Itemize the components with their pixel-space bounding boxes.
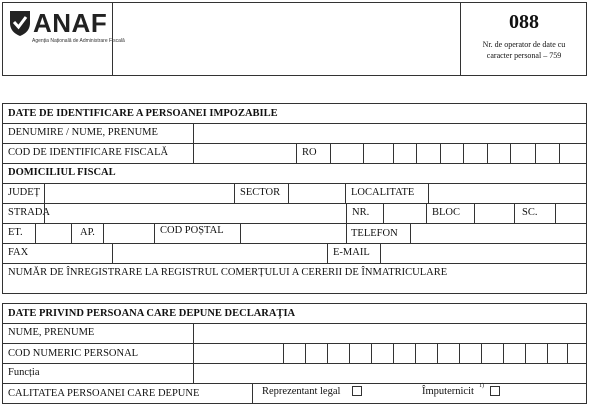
cod-postal-label: COD POȘTAL	[160, 225, 224, 236]
section-identification-title: DATE DE IDENTIFICARE A PERSOANEI IMPOZABILE	[8, 108, 278, 119]
imputernicit-footnote: 1)	[479, 383, 484, 389]
sector-field[interactable]	[289, 184, 344, 203]
sector-label: SECTOR	[240, 187, 281, 198]
agency-name: Agenția Națională de Administrare Fiscală	[32, 38, 125, 44]
cnp-label: COD NUMERIC PERSONAL	[8, 348, 139, 359]
judet-field[interactable]	[45, 184, 233, 203]
imputernicit-checkbox[interactable]	[490, 386, 500, 396]
functia-label: Funcția	[8, 367, 40, 378]
strada-field[interactable]	[45, 204, 345, 223]
registru-field[interactable]	[3, 280, 586, 293]
reprezentant-legal-checkbox[interactable]	[352, 386, 362, 396]
cif-digit-cells[interactable]	[330, 143, 587, 163]
bloc-label: BLOC	[432, 207, 461, 218]
telefon-field[interactable]	[411, 224, 586, 243]
ro-label: RO	[302, 147, 317, 158]
operator-line-1: Nr. de operator de date cu	[482, 40, 566, 49]
denumire-label: DENUMIRE / NUME, PRENUME	[8, 127, 158, 138]
denumire-field[interactable]	[194, 124, 586, 143]
sc-field[interactable]	[556, 204, 586, 223]
form-number: 088	[509, 11, 539, 33]
cod-postal-field[interactable]	[241, 224, 345, 243]
imputernicit-label: Împuternicit	[422, 386, 474, 397]
cnp-digit-cells[interactable]	[193, 343, 587, 364]
nr-label: NR.	[352, 207, 370, 218]
functia-field[interactable]	[60, 364, 192, 383]
nume-field[interactable]	[194, 324, 586, 343]
sc-label: SC.	[522, 207, 538, 218]
localitate-label: LOCALITATE	[351, 187, 415, 198]
reprezentant-legal-label: Reprezentant legal	[262, 386, 341, 397]
email-field[interactable]	[381, 244, 586, 263]
ap-field[interactable]	[104, 224, 153, 243]
et-label: ET.	[8, 227, 23, 238]
strada-label: STRADA	[8, 207, 51, 218]
nr-field[interactable]	[384, 204, 425, 223]
fax-label: FAX	[8, 247, 29, 258]
judet-label: JUDEȚ	[8, 187, 41, 198]
et-field[interactable]	[36, 224, 70, 243]
section-declarant-title: DATE PRIVIND PERSOANA CARE DEPUNE DECLARAȚIA	[8, 308, 296, 319]
domiciliu-title: DOMICILIUL FISCAL	[8, 167, 116, 178]
telefon-label: TELEFON	[351, 228, 398, 239]
nume-label: NUME, PRENUME	[8, 327, 95, 338]
email-label: E-MAIL	[333, 247, 370, 258]
ap-label: AP.	[80, 227, 95, 238]
cif-field[interactable]	[194, 144, 296, 163]
cif-label: COD DE IDENTIFICARE FISCALĂ	[8, 147, 169, 158]
bloc-field[interactable]	[475, 204, 513, 223]
operator-line-2: caracter personal – 759	[486, 51, 562, 60]
anaf-shield-icon	[8, 9, 32, 37]
fax-field[interactable]	[113, 244, 326, 263]
localitate-field[interactable]	[429, 184, 586, 203]
calitatea-label: CALITATEA PERSOANEI CARE DEPUNE	[8, 388, 200, 399]
logo-wordmark: ANAF	[33, 8, 108, 38]
registru-label: NUMĂR DE ÎNREGISTRARE LA REGISTRUL COMERȚULUI A CERERII DE ÎNMATRICULARE	[8, 267, 448, 278]
